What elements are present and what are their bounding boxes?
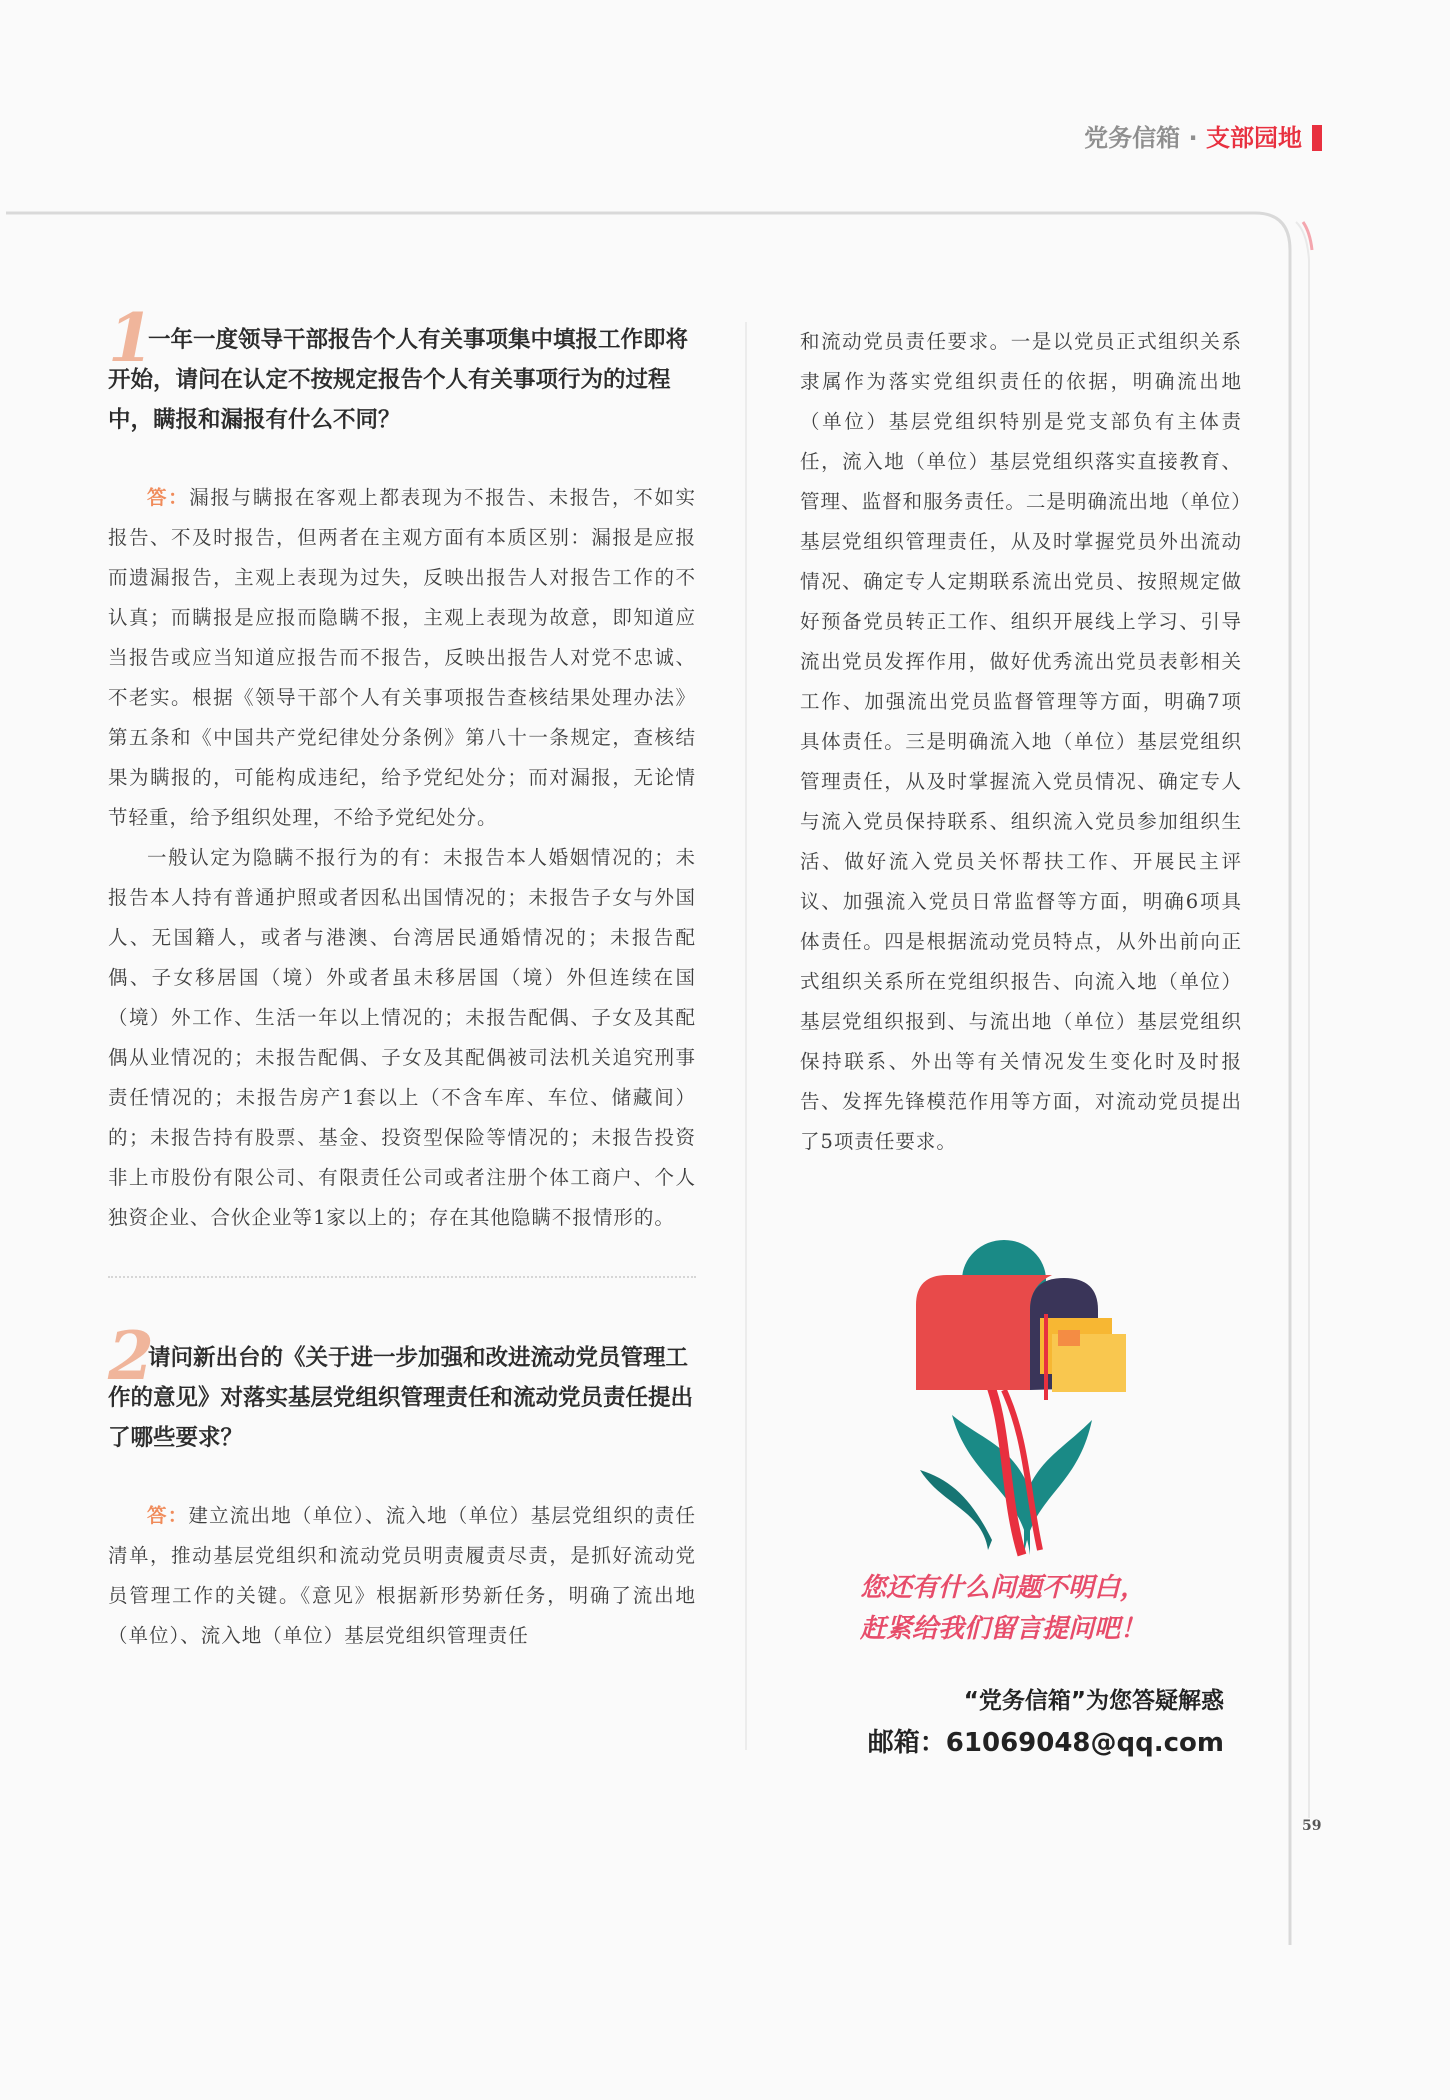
promo-line-1: 您还有什么问题不明白， [860,1573,1147,1603]
promo-text [860,1568,1240,1650]
contact-email: 邮箱：61069048@qq.com [867,1728,1224,1758]
question-1-number: 1 [108,299,154,377]
question-2-title: 请问新出台的《关于进一步加强和改进流动党员管理工作的意见》对落实基层党组织管理责任和流动党员责任提出了哪些要求？ [108,1345,694,1451]
answer-2-text-1: 建立流出地（单位）、流入地（单位）基层党组织的责任清单，推动基层党组织和流动党员明责履责尽责，是抓好流动党员管理工作的关键。《意见》根据新形势新任务，明确了流出地（单位）、流入地（单位）基层党组织管理责任 [108,1504,696,1647]
answer-1-paragraph-1 [108,478,696,838]
answer-1-text-1: 漏报与瞒报在客观上都表现为不报告、未报告，不如实报告、不及时报告，但两者在主观方面有本质区别：漏报是应报而遗漏报告，主观上表现为过失，反映出报告人对报告工作的不认真；而瞒报是应报而隐瞒不报，主观上表现为故意，即知道应当报告或应当知道应报告而不报告，反映出报告人对党不忠诚、不老实。根据《领导干部个人有关事项报告查核结果处理办法》第五条和《中国共产党纪律处分条例》第八十一条规定，查核结果为瞒报的，可能构成违纪，给予党纪处分；而对漏报，无论情节轻重，给予组织处理，不给予党纪处分。 [108,486,696,829]
section-header [1084,118,1322,153]
question-2-number: 2 [108,1317,154,1395]
contact-tagline: “党务信箱”为您答疑解惑 [963,1688,1224,1714]
question-divider [108,1276,696,1278]
answer-1-label: 答： [147,486,190,509]
question-1 [108,299,696,440]
mailbox-flag [1044,1314,1048,1400]
leaf-small-left [920,1470,992,1550]
right-column [800,322,1242,1162]
answer-2-continuation: 和流动党员责任要求。一是以党员正式组织关系隶属作为落实党组织责任的依据，明确流出地（单位）基层党组织特别是党支部负有主体责任，流入地（单位）基层党组织落实直接教育、管理、监督和服务责任。二是明确流出地（单位）基层党组织管理责任，从及时掌握党员外出流动情况、确定专人定期联系流出党员、按照规定做好预备党员转正工作、组织开展线上学习、引导流出党员发挥作用，做好优秀流出党员表彰相关工作、加强流出党员监督管理等方面，明确7项具体责任。三是明确流入地（单位）基层党组织管理责任，从及时掌握流入党员情况、确定专人与流入党员保持联系、组织流入党员参加组织生活、做好流入党员关怀帮扶工作、开展民主评议、加强流入党员日常监督等方面，明确6项具体责任。四是根据流动党员特点，从外出前向正式组织关系所在党组织报告、向流入地（单位）基层党组织报到、与流出地（单位）基层党组织保持联系、外出等有关情况发生变化时及时报告、发挥先锋模范作用等方面，对流动党员提出了5项责任要求。 [800,330,1242,1153]
envelope-stamp [1058,1330,1080,1346]
mailbox-illustration [912,1240,1174,1558]
page-number: 59 [1302,1818,1322,1834]
question-2 [108,1317,696,1458]
answer-2-paragraph-1 [108,1496,696,1656]
left-column [108,299,696,1656]
section-title: 党务信箱 · [1084,124,1206,152]
promo-line-2: 赶紧给我们留言提问吧！ [860,1614,1147,1644]
answer-1-paragraph-2: 一般认定为隐瞒不报行为的有：未报告本人婚姻情况的；未报告本人持有普通护照或者因私出国情况的；未报告子女与外国人、无国籍人，或者与港澳、台湾居民通婚情况的；未报告配偶、子女移居国（境）外或者虽未移居国（境）外但连续在国（境）外工作、生活一年以上情况的；未报告配偶、子女及其配偶从业情况的；未报告配偶、子女及其配偶被司法机关追究刑事责任情况的；未报告房产1套以上（不含车库、车位、储藏间）的；未报告持有股票、基金、投资型保险等情况的；未报告投资非上市股份有限公司、有限责任公司或者注册个体工商户、个人独资企业、合伙企业等1家以上的；存在其他隐瞒不报情形的。 [108,846,696,1229]
contact-note [860,1680,1224,1764]
header-accent-bar [1312,125,1322,151]
question-1-title: 一年一度领导干部报告个人有关事项集中填报工作即将开始，请问在认定不按规定报告个人有关事项行为的过程中，瞒报和漏报有什么不同？ [108,327,689,433]
subsection-title: 支部园地 [1206,124,1302,152]
answer-2-label: 答： [147,1504,189,1527]
